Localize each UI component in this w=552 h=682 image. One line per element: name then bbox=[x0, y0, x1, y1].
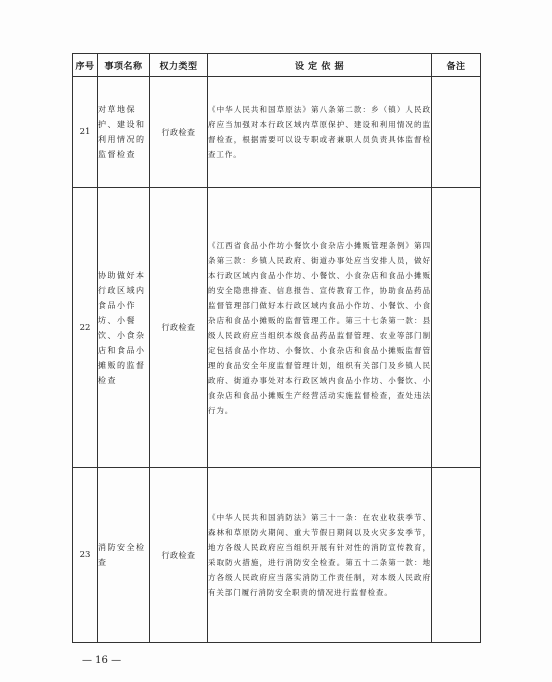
header-note: 备注 bbox=[432, 54, 481, 77]
row-number: 22 bbox=[73, 188, 98, 468]
header-item: 事项名称 bbox=[98, 54, 150, 77]
legal-basis: 《中华人民共和国草原法》第八条第二款：乡（镇）人民政府应当加强对本行政区域内草原保护、建设和利用情况的监督检查，根据需要可以设专职或者兼职人员负责具体监督检查工作。 bbox=[208, 77, 432, 188]
header-type: 权力类型 bbox=[150, 54, 208, 77]
item-name: 消防安全检查 bbox=[98, 468, 150, 643]
table-row bbox=[73, 188, 481, 468]
legal-basis: 《中华人民共和国消防法》第三十一条：在农业收获季节、森林和草原防火期间、重大节假日期间以及火灾多发季节，地方各级人民政府应当组织开展有针对性的消防宣传教育，采取防火措施，进行消防安全检查。第五十二条第一款：地方各级人民政府应当落实消防工作责任制，对本级人民政府有关部门履行消防安全职责的情况进行监督检查。 bbox=[208, 468, 432, 643]
table-row bbox=[73, 468, 481, 643]
legal-basis: 《江西省食品小作坊小餐饮小食杂店小摊贩管理条例》第四条第三款：乡镇人民政府、街道办事处应当安排人员，做好本行政区域内食品小作坊、小餐饮、小食杂店和食品小摊贩的安全隐患排查、信息报告、宣传教育工作，协助食品药品监督管理部门做好本行政区域内食品小作坊、小餐饮、小食杂店和食品小摊贩的监督管理工作。第三十七条第一款：县级人民政府应当组织本级食品药品监督管理、农业等部门制定包括食品小作坊、小餐饮、小食杂店和食品小摊贩监督管理的食品安全年度监督管理计划，组织有关部门及乡镇人民政府、街道办事处对本行政区域内食品小作坊、小餐饮、小食杂店和食品小摊贩生产经营活动实施监督检查，查处违法行为。 bbox=[208, 188, 432, 468]
note-cell bbox=[432, 468, 481, 643]
note-cell bbox=[432, 77, 481, 188]
power-type: 行政检查 bbox=[150, 77, 208, 188]
header-basis: 设 定 依 据 bbox=[208, 54, 432, 77]
powers-table bbox=[72, 53, 481, 643]
row-number: 23 bbox=[73, 468, 98, 643]
row-number: 21 bbox=[73, 77, 98, 188]
page-number: — 16 — bbox=[82, 655, 122, 666]
item-name: 对草地保护、建设和利用情况的监督检查 bbox=[98, 77, 150, 188]
table-header-row bbox=[73, 54, 481, 77]
power-type: 行政检查 bbox=[150, 188, 208, 468]
table-row bbox=[73, 77, 481, 188]
header-no: 序号 bbox=[73, 54, 98, 77]
item-name: 协助做好本行政区域内食品小作坊、小餐饮、小食杂店和食品小摊贩的监督检查 bbox=[98, 188, 150, 468]
note-cell bbox=[432, 188, 481, 468]
power-type: 行政检查 bbox=[150, 468, 208, 643]
